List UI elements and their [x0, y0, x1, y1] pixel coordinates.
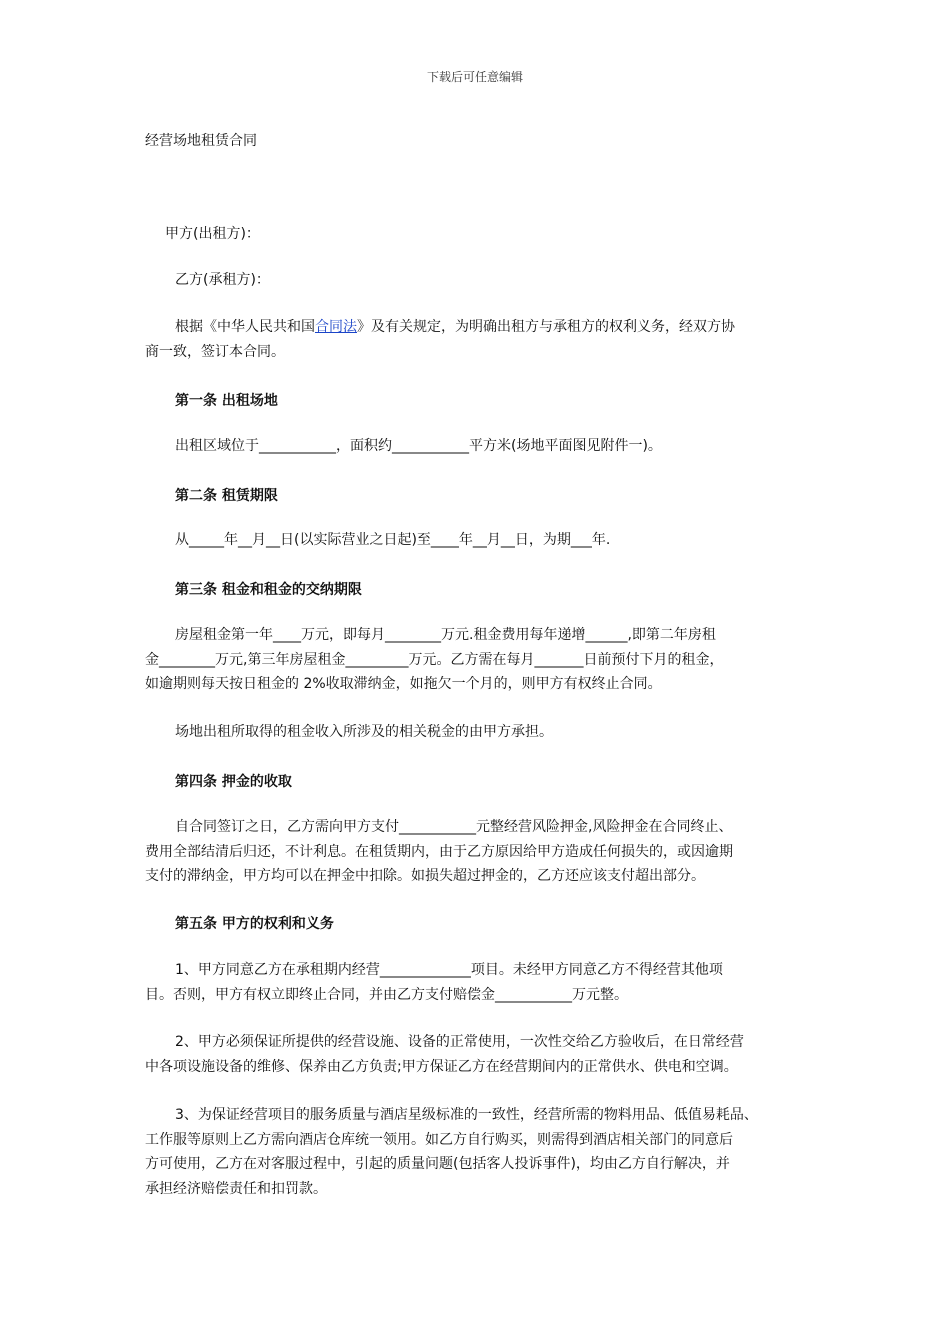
party-b-line: 乙方(承租方)： — [175, 272, 270, 288]
article-4-line-2: 费用全部结清后归还，不计利息。在租赁期内，由于乙方原因给甲方造成任何损失的，或因逾期 — [145, 843, 733, 860]
article-5-item-2 — [145, 1030, 810, 1079]
article-4-heading: 第四条 押金的收取 — [175, 774, 292, 790]
header-note: 下载后可任意编辑 — [426, 70, 523, 84]
article-1-heading: 第一条 出租场地 — [175, 393, 278, 409]
article-1-line: 出租区域位于___________，面积约___________平方米(场地平面图见附件一)。 — [175, 438, 662, 454]
article-5-item-3 — [145, 1103, 810, 1201]
article-4-line-1: 自合同签订之日，乙方需向甲方支付___________元整经营风险押金,风险押金在合同终止、 — [175, 819, 733, 835]
article-5-item-1-line-1: 1、甲方同意乙方在承租期内经营_____________项目。未经甲方同意乙方不得经营其他项 — [175, 962, 723, 978]
article-3-paragraph-2 — [145, 720, 810, 745]
article-5-heading: 第五条 甲方的权利和义务 — [175, 916, 334, 932]
article-3-tax-line: 场地出租所取得的租金收入所涉及的相关税金的由甲方承担。 — [175, 724, 553, 740]
preamble-text-before: 根据《中华人民共和国 — [175, 319, 315, 335]
article-5-item-1-line-2: 目。否则，甲方有权立即终止合同，并由乙方支付赔偿金___________万元整。 — [145, 986, 628, 1003]
preamble-line-2: 商一致，签订本合同。 — [145, 343, 285, 360]
article-3-line-2: 金________万元,第三年房屋租金_________万元。乙方需在每月_______日前预付下月的租金， — [145, 651, 724, 668]
article-2-heading: 第二条 租赁期限 — [175, 488, 278, 504]
article-4-line-3: 支付的滞纳金，甲方均可以在押金中扣除。如损失超过押金的，乙方还应该支付超出部分。 — [145, 868, 705, 884]
article-5-item-3-line-3: 方可使用，乙方在对客服过程中，引起的质量问题(包括客人投诉事件)，均由乙方自行解决，并 — [145, 1156, 730, 1172]
article-5-item-2-line-2: 中各项设施设备的维修、保养由乙方负责;甲方保证乙方在经营期间内的正常供水、供电和空调。 — [145, 1058, 738, 1075]
article-3-line-1: 房屋租金第一年____万元，即每月________万元.租金费用每年递增______,即第二年房租 — [175, 627, 716, 643]
article-1-text — [145, 434, 810, 459]
article-2-line: 从_____年__月__日(以实际营业之日起)至____年__月__日，为期___年. — [175, 532, 611, 548]
preamble-paragraph — [145, 315, 810, 364]
article-2-text — [145, 528, 810, 553]
article-5-item-3-line-2: 工作服等原则上乙方需向酒店仓库统一领用。如乙方自行购买，则需得到酒店相关部门的同意后 — [145, 1131, 733, 1148]
article-5-item-3-line-1: 3、为保证经营项目的服务质量与酒店星级标准的一致性，经营所需的物料用品、低值易耗品、 — [175, 1107, 758, 1123]
document-title: 经营场地租赁合同 — [145, 133, 257, 149]
article-4-paragraph — [145, 815, 810, 889]
preamble-line-1 — [145, 315, 810, 340]
article-5-item-1 — [145, 958, 810, 1007]
article-3-heading: 第三条 租金和租金的交纳期限 — [175, 582, 362, 598]
contract-law-link[interactable]: 合同法 — [315, 319, 357, 335]
preamble-text-after: 》及有关规定，为明确出租方与承租方的权利义务，经双方协 — [357, 319, 735, 335]
article-3-line-3: 如逾期则每天按日租金的 2%收取滞纳金，如拖欠一个月的，则甲方有权终止合同。 — [145, 676, 662, 692]
article-3-paragraph-1 — [145, 623, 810, 697]
article-5-item-2-line-1: 2、甲方必须保证所提供的经营设施、设备的正常使用，一次性交给乙方验收后，在日常经营 — [175, 1034, 744, 1050]
article-5-item-3-line-4: 承担经济赔偿责任和扣罚款。 — [145, 1180, 327, 1197]
party-a-line: 甲方(出租方)： — [165, 226, 260, 242]
